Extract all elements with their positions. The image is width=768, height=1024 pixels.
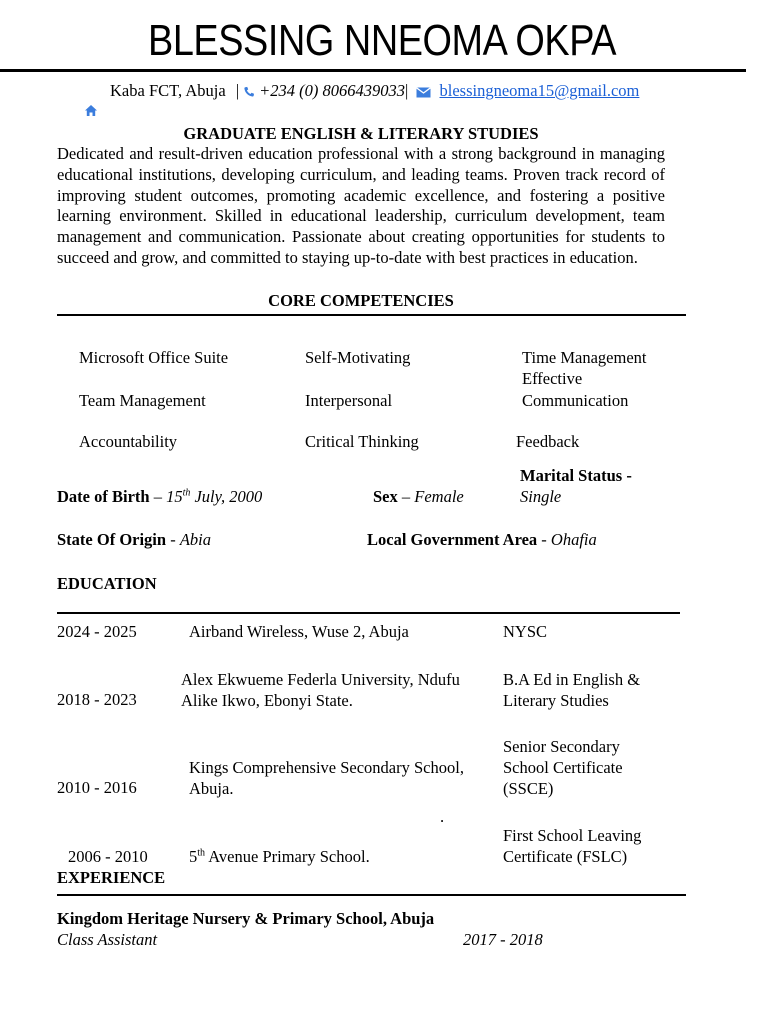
marital-status-label: Marital Status - [520,466,632,485]
dob-label: Date of Birth [57,487,150,506]
home-icon [84,104,98,119]
experience-divider [57,894,686,896]
education-school: Alex Ekwueme Federla University, Ndufu [181,670,460,689]
education-years: 2018 - 2023 [57,690,137,709]
origin-dash: - [166,530,180,549]
origin-value: Abia [179,530,211,549]
marital-status-value: Single [520,487,562,506]
date-of-birth [57,486,262,507]
email-link[interactable]: blessingneoma15@gmail.com [439,81,640,100]
education-school: Airband Wireless, Wuse 2, Abuja [189,622,409,641]
phone-icon [243,82,255,103]
education-school: Alike Ikwo, Ebonyi State. [181,691,353,710]
competency-item: Time Management [522,348,647,367]
school-rest: Avenue Primary School. [205,847,370,866]
profile-title: GRADUATE ENGLISH & LITERARY STUDIES [183,124,539,143]
phone-number[interactable]: +234 (0) 8066439033 [259,81,405,100]
sex-label: Sex [373,487,398,506]
competency-item: Team Management [79,391,206,410]
competency-item: Feedback [516,432,580,451]
education-qualification: (SSCE) [503,779,554,798]
lga-label: Local Government Area [367,530,538,549]
education-years: 2024 - 2025 [57,622,137,641]
contact-separator: | [235,81,240,100]
competency-item: Communication [522,391,629,410]
job-employer: Kingdom Heritage Nursery & Primary School, Abuja [57,909,435,928]
competency-item: Microsoft Office Suite [79,348,229,367]
job-role: Class Assistant [57,930,158,949]
education-school [189,846,370,867]
dob-dash: – [149,487,167,506]
job-period: 2017 - 2018 [463,930,543,949]
competencies-divider [57,314,686,316]
education-divider [57,612,680,614]
education-qualification: School Certificate [503,758,623,777]
education-school: Abuja. [189,779,234,798]
competency-item: Accountability [79,432,178,451]
sex-value: Female [414,487,464,506]
state-of-origin [57,529,211,550]
contact-separator-2: | [404,81,409,100]
stray-mark: . [440,807,445,826]
location-text: Kaba FCT, Abuja [110,81,226,100]
header-divider [0,69,746,72]
sex-dash: – [397,487,415,506]
education-title: EDUCATION [57,574,157,593]
education-qualification: B.A Ed in English & [503,670,641,689]
competency-item: Critical Thinking [305,432,419,451]
competencies-title: CORE COMPETENCIES [268,291,454,310]
lga-value: Ohafia [550,530,597,549]
school-suffix: th [197,847,206,859]
candidate-name: BLESSING NNEOMA OKPA [148,16,617,65]
dob-suffix: th [182,487,191,499]
profile-summary: Dedicated and result-driven education professional with a strong background in managing educational institutions, developing curriculum, and leading teams. Proven track record of improving student outcomes, promoting academic excellence, and fostering a positive learning environment. Skilled in educational leadership, curriculum development, team management and communication. Passionate about creating opportunities for students to succeed and grow, and committed to staying up-to-date with best practices in education. [57,144,665,267]
dob-day: 15 [166,487,183,506]
competency-item: Effective [522,369,583,388]
competency-item: Self-Motivating [305,348,411,367]
experience-title: EXPERIENCE [57,868,166,887]
contact-line [110,80,639,103]
education-qualification: Literary Studies [503,691,609,710]
education-school: Kings Comprehensive Secondary School, [189,758,464,777]
education-qualification: NYSC [503,622,548,641]
local-government-area [367,529,597,550]
envelope-icon [416,82,431,103]
school-num: 5 [189,847,198,866]
education-qualification: First School Leaving [503,826,642,845]
education-years: 2010 - 2016 [57,778,137,797]
education-qualification: Senior Secondary [503,737,620,756]
competency-item: Interpersonal [305,391,393,410]
dob-rest: July, 2000 [190,487,263,506]
lga-dash: - [537,530,551,549]
origin-label: State Of Origin [57,530,167,549]
education-qualification: Certificate (FSLC) [503,847,628,866]
sex [373,486,464,507]
education-years: 2006 - 2010 [68,847,148,866]
